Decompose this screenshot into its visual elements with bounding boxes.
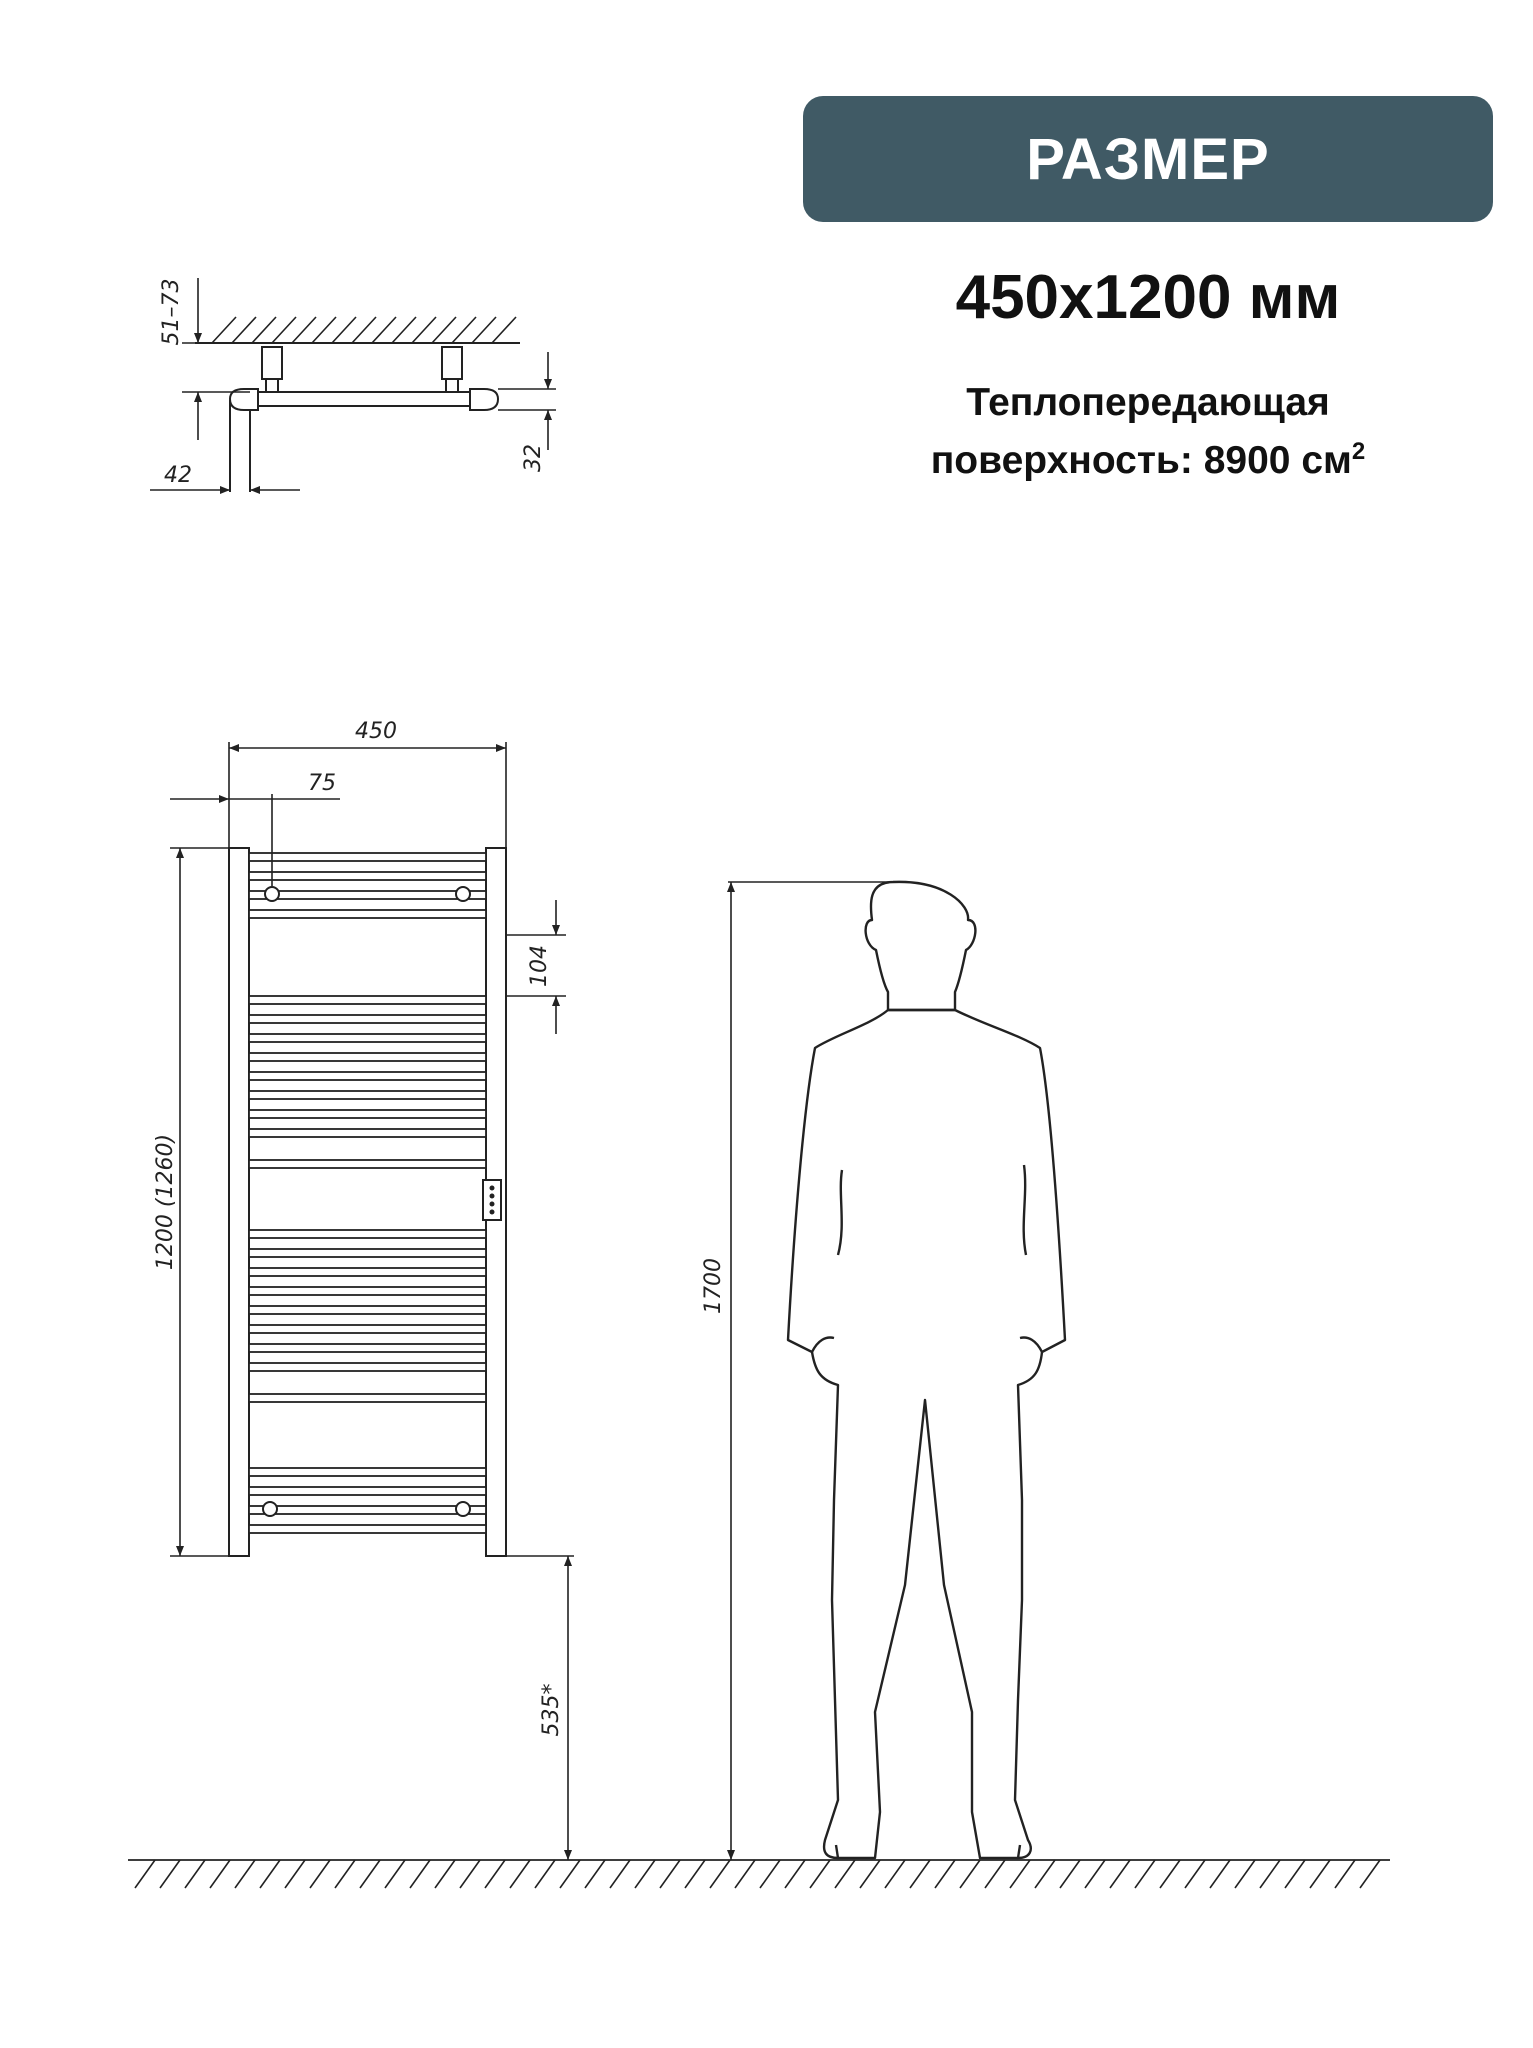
badge-label: РАЗМЕР: [1026, 126, 1270, 192]
radiator-left-post: [229, 848, 249, 1556]
top-bar-right-cap: [470, 389, 498, 410]
dim-mount-depth: 51–73: [159, 278, 184, 346]
mounting-points: [263, 887, 470, 1516]
floor-hatch: [135, 1860, 1380, 1888]
dim-pipe-offset: 42: [164, 463, 192, 488]
dim-person-height: 1700: [701, 1258, 726, 1314]
person-silhouette: [788, 882, 1065, 1858]
top-bracket-left: [262, 347, 282, 379]
top-bracket-right: [442, 347, 462, 379]
size-value: 450x1200 мм: [955, 263, 1341, 332]
dim-width: 450: [355, 719, 397, 744]
dim-connection-offset: 75: [308, 771, 336, 796]
floor: [128, 1860, 1390, 1888]
top-bar: [250, 392, 480, 406]
dim-step: 104: [527, 945, 552, 987]
top-view: [195, 317, 520, 492]
dim-floor-offset: 535*: [539, 1683, 564, 1737]
radiator-rails: [249, 853, 486, 1533]
heat-unit-sup: 2: [1351, 438, 1366, 465]
heat-label-line1: Теплопередающая: [966, 381, 1330, 424]
dim-bar-depth: 32: [521, 444, 546, 472]
top-wall-hatch: [212, 317, 516, 343]
radiator-front-view: [229, 848, 506, 1556]
top-dimensions: [150, 278, 556, 490]
heat-label-text: поверхность: 8900 см: [930, 439, 1352, 482]
dim-height: 1200 (1260): [153, 1133, 178, 1271]
